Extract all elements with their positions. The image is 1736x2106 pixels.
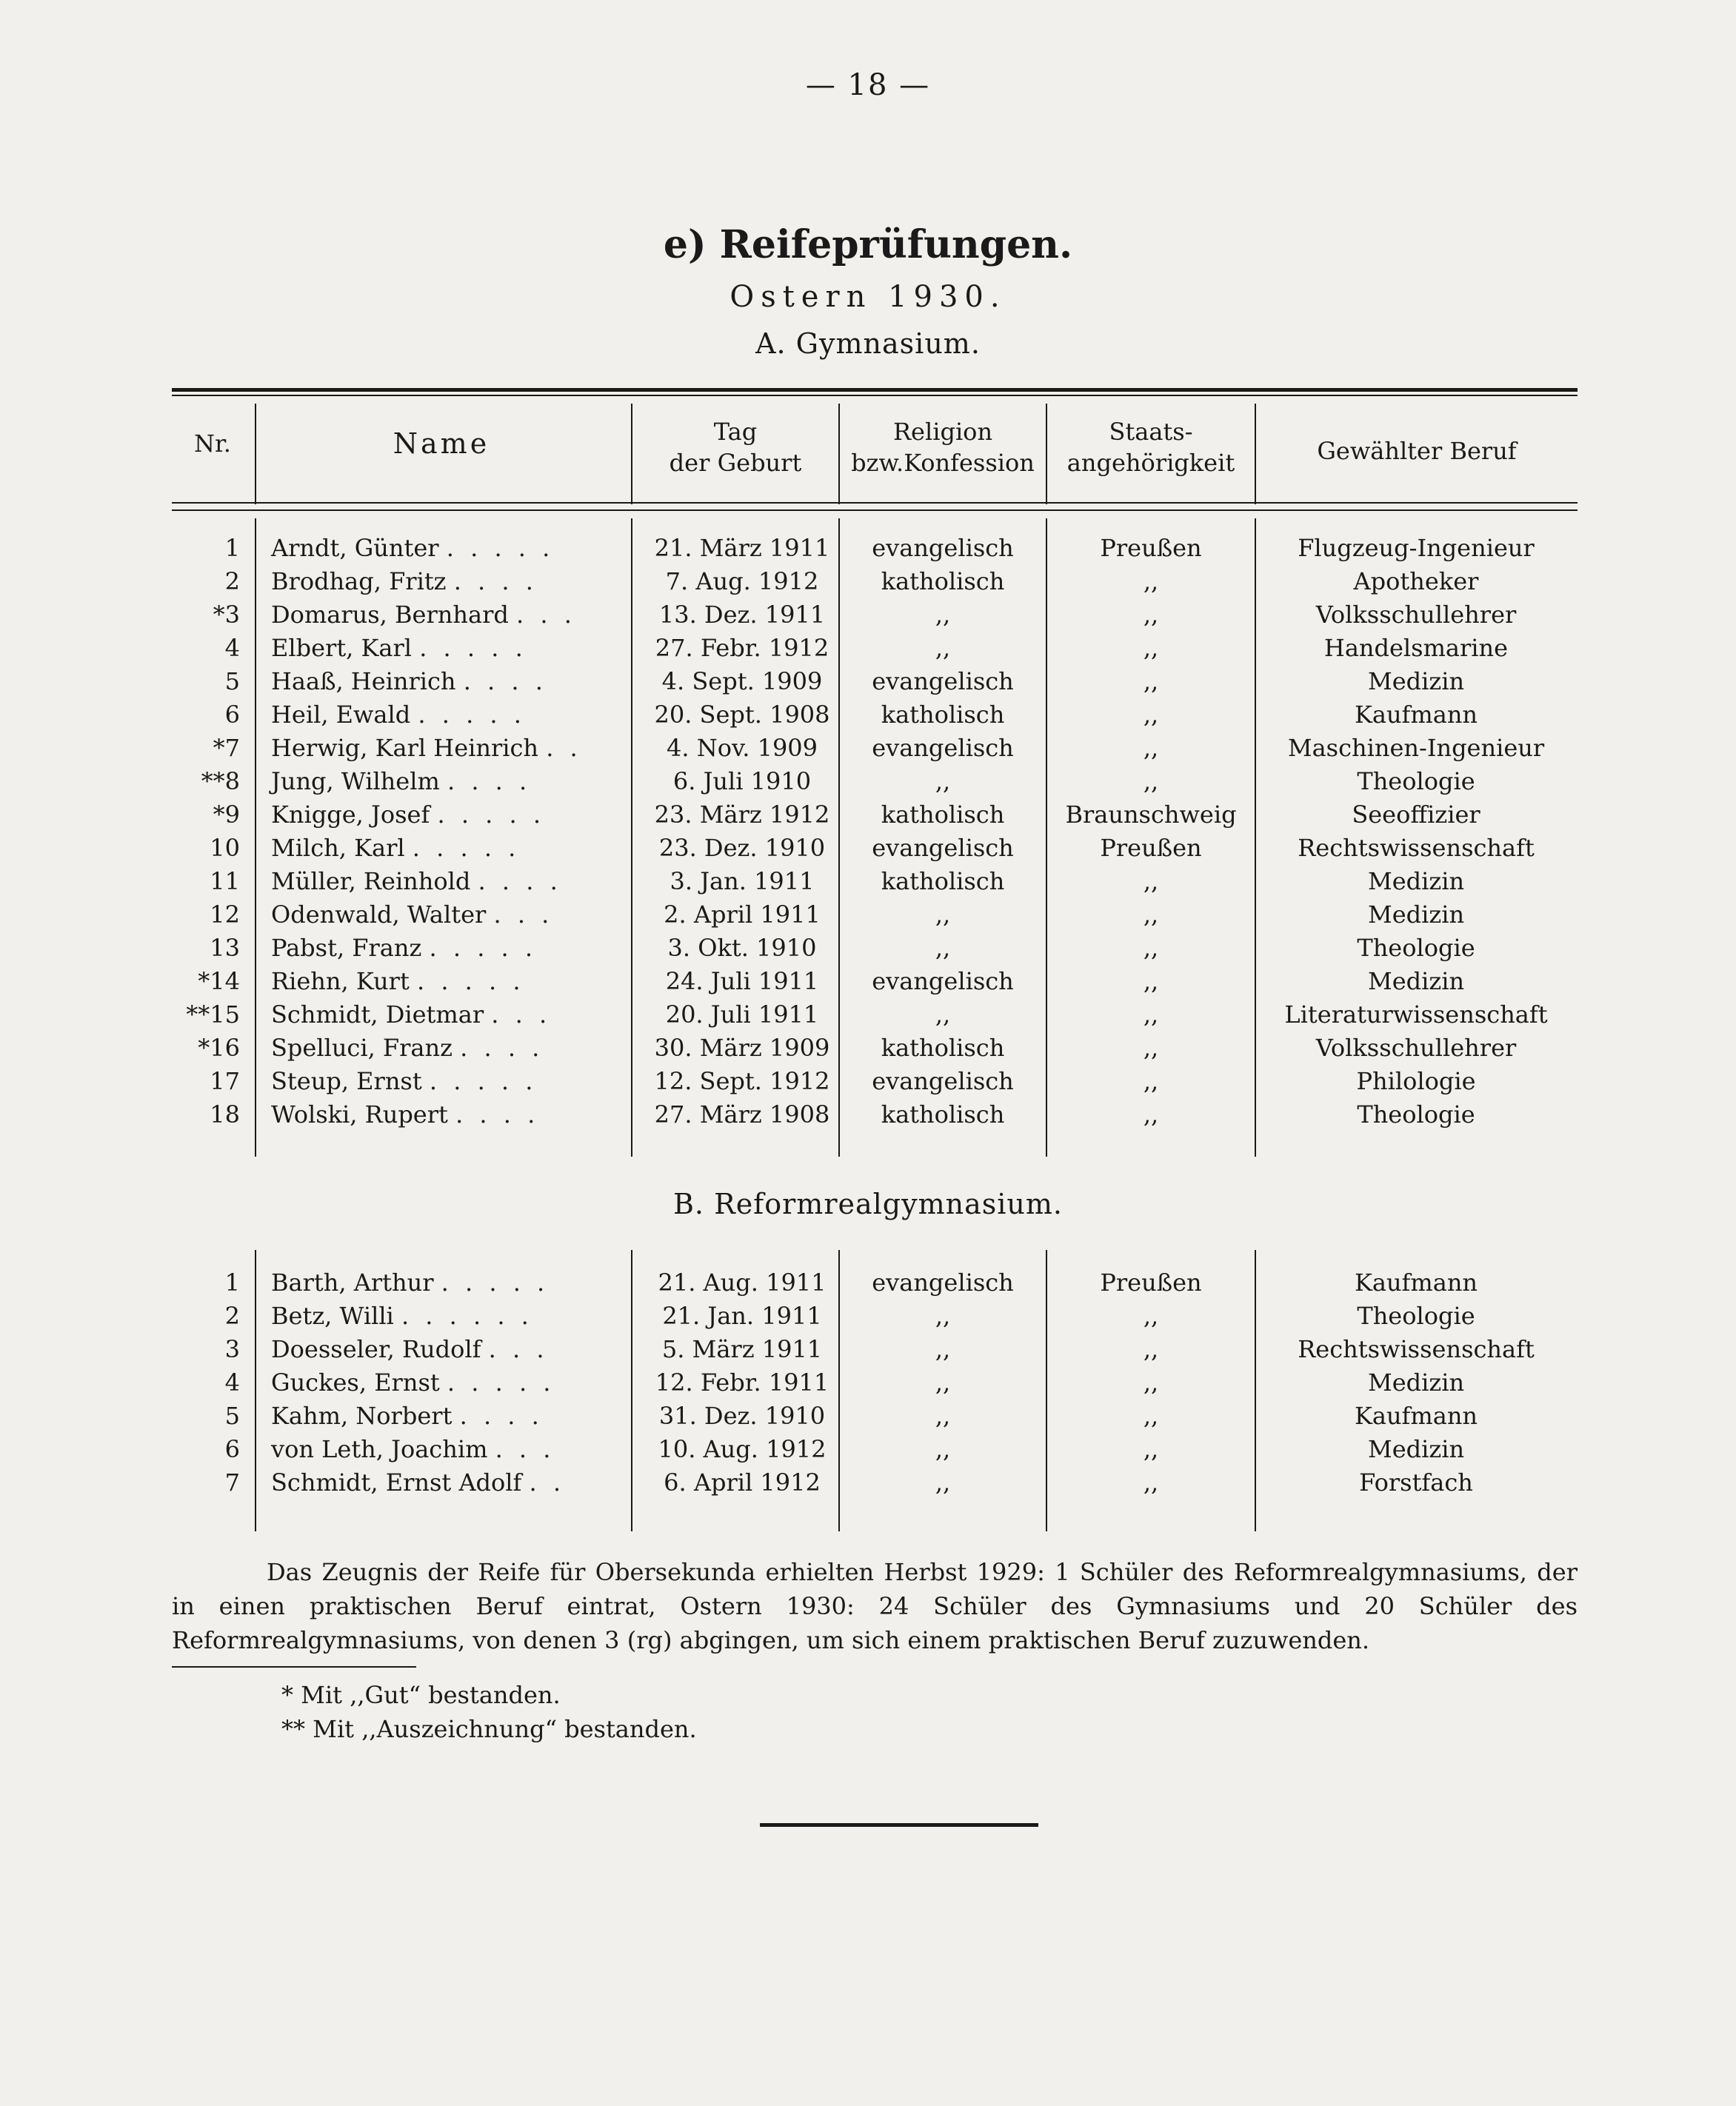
row-number: 17 (210, 1067, 240, 1095)
leader-dots: . . . . (463, 667, 547, 695)
birth-date: 6. Juli 1910 (672, 767, 812, 795)
row-number: *9 (213, 800, 240, 829)
religion: ,, (935, 934, 951, 962)
leader-dots: . . . . (447, 767, 532, 795)
table-row (172, 1098, 1578, 1131)
leader-dots: . . . (491, 1000, 552, 1029)
student-name-text: Elbert, Karl (271, 634, 413, 662)
table-top-rule-thin (172, 395, 1578, 396)
table-row (172, 632, 1578, 665)
religion: ,, (935, 634, 951, 662)
religion: evangelisch (872, 967, 1014, 995)
religion: katholisch (881, 1034, 1005, 1062)
chosen-profession: Apotheker (1353, 567, 1479, 595)
header-state (1047, 416, 1255, 478)
religion: evangelisch (872, 734, 1014, 762)
nationality: ,, (1143, 1368, 1159, 1397)
student-name-text: Spelluci, Franz (271, 1034, 453, 1062)
nationality: ,, (1143, 767, 1159, 795)
header-nr: Nr. (194, 429, 231, 458)
table-row (172, 665, 1578, 698)
leader-dots: . . . . (455, 1100, 540, 1129)
student-name-text: Müller, Reinhold (271, 867, 471, 895)
table-row (172, 1433, 1578, 1466)
table-row (172, 932, 1578, 965)
chosen-profession: Kaufmann (1354, 1402, 1478, 1430)
section-reform-heading: B. Reformrealgymnasium. (673, 1188, 1063, 1220)
religion: katholisch (881, 867, 1005, 895)
row-number: 2 (224, 567, 240, 595)
chosen-profession: Philologie (1356, 1067, 1476, 1095)
table-row (172, 1266, 1578, 1300)
student-name-text: Schmidt, Dietmar (271, 1000, 484, 1029)
student-name-text: Schmidt, Ernst Adolf (271, 1468, 522, 1497)
student-name-text: Knigge, Josef (271, 800, 430, 829)
birth-date: 27. Febr. 1912 (655, 634, 829, 662)
birth-date: 5. März 1911 (661, 1335, 823, 1363)
leader-dots: . . . (488, 1335, 549, 1363)
chosen-profession: Flugzeug-Ingenieur (1298, 534, 1535, 562)
table-row (172, 1466, 1578, 1500)
header-date (632, 416, 838, 478)
nationality: ,, (1143, 1000, 1159, 1029)
header-name: Name (393, 427, 490, 460)
table-row (172, 865, 1578, 898)
header-state-line2: angehörigkeit (1066, 449, 1235, 477)
student-name-text: Herwig, Karl Heinrich (271, 734, 539, 762)
row-number: *14 (198, 967, 240, 995)
leader-dots: . . . . . (441, 1268, 550, 1297)
religion: ,, (935, 767, 951, 795)
leader-dots: . . . . . (429, 934, 538, 962)
footnote-gut: * Mit ,,Gut“ bestanden. (281, 1681, 561, 1709)
leader-dots: . . . (493, 900, 554, 929)
nationality: Preußen (1100, 534, 1202, 562)
chosen-profession: Theologie (1357, 1100, 1475, 1129)
religion: ,, (935, 1402, 951, 1430)
row-number: 18 (210, 1100, 240, 1129)
row-number: **15 (186, 1000, 240, 1029)
leader-dots: . . . . . . (401, 1302, 533, 1330)
header-religion-line1: Religion (892, 418, 993, 446)
chosen-profession: Volksschullehrer (1315, 601, 1517, 629)
birth-date: 31. Dez. 1910 (658, 1402, 826, 1430)
nationality: ,, (1143, 1302, 1159, 1330)
chosen-profession: Theologie (1357, 934, 1475, 962)
student-name-text: Barth, Arthur (271, 1268, 434, 1297)
section-gymnasium-heading: A. Gymnasium. (755, 327, 981, 360)
religion: katholisch (881, 800, 1005, 829)
footnote-rule (172, 1666, 416, 1668)
exam-date-heading: Ostern 1930. (730, 280, 1006, 314)
leader-dots: . . . . . (416, 967, 525, 995)
nationality: ,, (1143, 1034, 1159, 1062)
student-name-text: Doesseler, Rudolf (271, 1335, 481, 1363)
student-name-text: Kahm, Norbert (271, 1402, 453, 1430)
religion: ,, (935, 1368, 951, 1397)
row-number: *7 (213, 734, 240, 762)
row-number: 11 (210, 867, 240, 895)
student-name-text: Guckes, Ernst (271, 1368, 440, 1397)
chosen-profession: Literaturwissenschaft (1284, 1000, 1548, 1029)
leader-dots: . . . . . (419, 634, 527, 662)
birth-date: 6. April 1912 (664, 1468, 821, 1497)
table-top-rule (172, 388, 1578, 392)
leader-dots: . . . (495, 1435, 555, 1463)
chosen-profession: Maschinen-Ingenieur (1287, 734, 1545, 762)
leader-dots: . . . . (460, 1034, 544, 1062)
birth-date: 20. Juli 1911 (665, 1000, 819, 1029)
religion: ,, (935, 601, 951, 629)
student-name-text: Steup, Ernst (271, 1067, 422, 1095)
header-bottom-rule (172, 502, 1578, 504)
leader-dots: . . . (516, 601, 576, 629)
page-title: e) Reifeprüfungen. (663, 222, 1073, 267)
student-name-text: Haaß, Heinrich (271, 667, 456, 695)
table-row (172, 832, 1578, 865)
header-bottom-rule-thin (172, 509, 1578, 511)
religion: katholisch (881, 567, 1005, 595)
row-number: 3 (224, 1335, 240, 1363)
chosen-profession: Medizin (1367, 1435, 1465, 1463)
nationality: ,, (1143, 734, 1159, 762)
header-beruf: Gewählter Beruf (1317, 437, 1517, 465)
student-name-text: Heil, Ewald (271, 701, 411, 729)
religion: evangelisch (872, 667, 1014, 695)
row-number: 13 (210, 934, 240, 962)
chosen-profession: Medizin (1367, 1368, 1465, 1397)
chosen-profession: Medizin (1367, 967, 1465, 995)
birth-date: 24. Juli 1911 (665, 967, 819, 995)
birth-date: 21. Aug. 1911 (658, 1268, 827, 1297)
table-row (172, 965, 1578, 998)
leader-dots: . . . . (478, 867, 562, 895)
table-row (172, 1032, 1578, 1065)
row-number: *3 (213, 601, 240, 629)
note-paragraph (172, 1555, 1578, 1657)
religion: ,, (935, 900, 951, 929)
table-row (172, 732, 1578, 765)
nationality: ,, (1143, 1100, 1159, 1129)
student-name-text: Domarus, Bernhard (271, 601, 509, 629)
birth-date: 21. März 1911 (654, 534, 830, 562)
chosen-profession: Medizin (1367, 667, 1465, 695)
chosen-profession: Rechtswissenschaft (1298, 834, 1535, 862)
leader-dots: . . . . (459, 1402, 544, 1430)
leader-dots: . . . . . (429, 1067, 538, 1095)
birth-date: 30. März 1909 (654, 1034, 830, 1062)
nationality: ,, (1143, 1067, 1159, 1095)
chosen-profession: Seeoffizier (1352, 800, 1480, 829)
chosen-profession: Forstfach (1359, 1468, 1473, 1497)
row-number: **8 (201, 767, 240, 795)
birth-date: 10. Aug. 1912 (658, 1435, 827, 1463)
row-number: 4 (224, 634, 240, 662)
religion: ,, (935, 1302, 951, 1330)
religion: evangelisch (872, 534, 1014, 562)
religion: ,, (935, 1468, 951, 1497)
birth-date: 20. Sept. 1908 (654, 701, 830, 729)
religion: katholisch (881, 701, 1005, 729)
row-number: 1 (224, 1268, 240, 1297)
student-name-text: Wolski, Rupert (271, 1100, 448, 1129)
birth-date: 4. Sept. 1909 (661, 667, 823, 695)
table-row (172, 1400, 1578, 1433)
nationality: ,, (1143, 1402, 1159, 1430)
religion: ,, (935, 1335, 951, 1363)
row-number: 5 (224, 667, 240, 695)
birth-date: 7. Aug. 1912 (665, 567, 819, 595)
table-row (172, 1065, 1578, 1098)
header-state-line1: Staats- (1109, 418, 1193, 446)
header-date-line1: Tag (713, 418, 758, 446)
birth-date: 27. März 1908 (654, 1100, 830, 1129)
nationality: Braunschweig (1065, 800, 1237, 829)
birth-date: 13. Dez. 1911 (658, 601, 826, 629)
nationality: ,, (1143, 1335, 1159, 1363)
leader-dots: . . . . . (437, 800, 546, 829)
row-number: 6 (224, 701, 240, 729)
table-row (172, 698, 1578, 732)
student-name-text: Pabst, Franz (271, 934, 422, 962)
nationality: ,, (1143, 567, 1159, 595)
student-name-text: Milch, Karl (271, 834, 405, 862)
nationality: ,, (1143, 1468, 1159, 1497)
chosen-profession: Theologie (1357, 1302, 1475, 1330)
table-row (172, 1366, 1578, 1400)
chosen-profession: Rechtswissenschaft (1298, 1335, 1535, 1363)
table-row (172, 598, 1578, 632)
leader-dots: . . . . . (447, 1368, 555, 1397)
birth-date: 3. Okt. 1910 (667, 934, 817, 962)
religion: katholisch (881, 1100, 1005, 1129)
row-number: 10 (210, 834, 240, 862)
footnote-auszeichnung: ** Mit ,,Auszeichnung“ bestanden. (281, 1715, 697, 1743)
header-religion-line2: bzw.Konfession (851, 449, 1035, 477)
student-name-text: Jung, Wilhelm (271, 767, 440, 795)
header-date-line2: der Geburt (669, 449, 802, 477)
chosen-profession: Kaufmann (1354, 1268, 1478, 1297)
birth-date: 21. Jan. 1911 (662, 1302, 822, 1330)
birth-date: 12. Febr. 1911 (655, 1368, 829, 1397)
leader-dots: . . . . . (446, 534, 555, 562)
nationality: ,, (1143, 967, 1159, 995)
nationality: ,, (1143, 934, 1159, 962)
leader-dots: . . . . . (412, 834, 521, 862)
row-number: 2 (224, 1302, 240, 1330)
row-number: 5 (224, 1402, 240, 1430)
header-religion (840, 416, 1046, 478)
nationality: ,, (1143, 701, 1159, 729)
student-name-text: Betz, Willi (271, 1302, 394, 1330)
table-row (172, 1333, 1578, 1366)
leader-dots: . . . . (453, 567, 538, 595)
chosen-profession: Theologie (1357, 767, 1475, 795)
table-row (172, 798, 1578, 832)
chosen-profession: Volksschullehrer (1315, 1034, 1517, 1062)
nationality: ,, (1143, 634, 1159, 662)
leader-dots: . . (529, 1468, 566, 1497)
birth-date: 12. Sept. 1912 (654, 1067, 830, 1095)
nationality: Preußen (1100, 1268, 1202, 1297)
leader-dots: . . (546, 734, 582, 762)
chosen-profession: Medizin (1367, 900, 1465, 929)
nationality: ,, (1143, 601, 1159, 629)
table-row (172, 532, 1578, 565)
row-number: 12 (210, 900, 240, 929)
table-row (172, 565, 1578, 598)
table-row (172, 765, 1578, 798)
birth-date: 4. Nov. 1909 (666, 734, 818, 762)
chosen-profession: Medizin (1367, 867, 1465, 895)
student-name-text: Brodhag, Fritz (271, 567, 447, 595)
row-number: 6 (224, 1435, 240, 1463)
nationality: ,, (1143, 900, 1159, 929)
religion: evangelisch (872, 834, 1014, 862)
nationality: ,, (1143, 1435, 1159, 1463)
page-number: — 18 — (805, 68, 931, 102)
table-row (172, 998, 1578, 1032)
row-number: 1 (224, 534, 240, 562)
row-number: *16 (198, 1034, 240, 1062)
nationality: ,, (1143, 667, 1159, 695)
student-name-text: von Leth, Joachim (271, 1435, 488, 1463)
chosen-profession: Handelsmarine (1323, 634, 1509, 662)
table-row (172, 898, 1578, 932)
end-rule (760, 1823, 1038, 1827)
leader-dots: . . . . . (418, 701, 526, 729)
student-name-text: Odenwald, Walter (271, 900, 487, 929)
row-number: 7 (224, 1468, 240, 1497)
note-text: Das Zeugnis der Reife für Obersekunda erhielten Herbst 1929: 1 Schüler des Reformrealgymnasiums, der in einen praktischen Beruf eintrat, Ostern 1930: 24 Schüler des Gymnasiums und 20 Schüler des Reformrealgymnasiums, von denen 3 (rg) abgingen, um sich einem praktischen Beruf zuzuwenden. (172, 1558, 1578, 1654)
birth-date: 3. Jan. 1911 (670, 867, 815, 895)
religion: ,, (935, 1000, 951, 1029)
religion: evangelisch (872, 1067, 1014, 1095)
religion: ,, (935, 1435, 951, 1463)
student-name-text: Riehn, Kurt (271, 967, 410, 995)
nationality: Preußen (1100, 834, 1202, 862)
religion: evangelisch (872, 1268, 1014, 1297)
row-number: 4 (224, 1368, 240, 1397)
nationality: ,, (1143, 867, 1159, 895)
birth-date: 2. April 1911 (664, 900, 821, 929)
table-row (172, 1300, 1578, 1333)
birth-date: 23. Dez. 1910 (658, 834, 826, 862)
student-name-text: Arndt, Günter (271, 534, 439, 562)
chosen-profession: Kaufmann (1354, 701, 1478, 729)
birth-date: 23. März 1912 (654, 800, 830, 829)
